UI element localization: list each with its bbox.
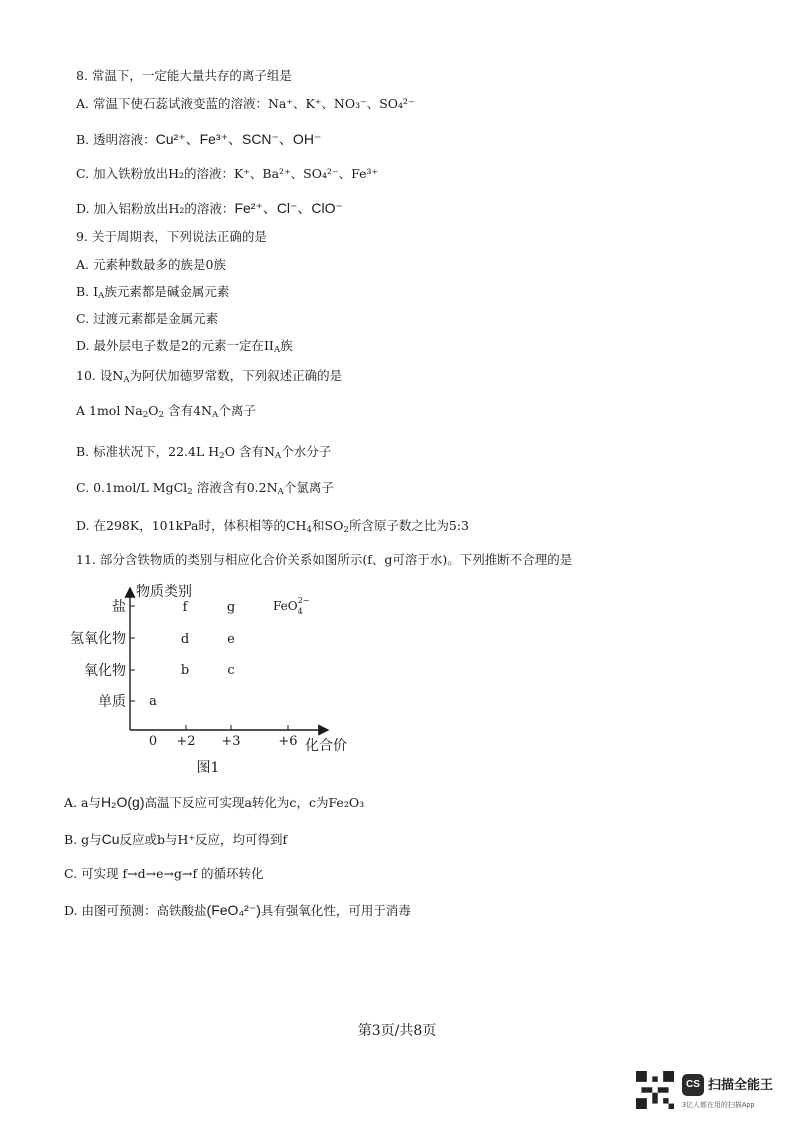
q10-option-d: D. 在298K，101kPa时，体积相等的$CH_4$和$SO_2$所含原子数之比为5:3 [76,518,470,536]
category-salt: 盐 [112,599,126,615]
x-axis-label: 化合价 [305,738,347,754]
x-tick-0: 0 [148,734,158,749]
q8-option-a: A. 常温下使石蕊试液变蓝的溶液：Na⁺、K⁺、NO₃⁻、SO₄²⁻ [76,96,415,111]
category-hydroxide: 氢氧化物 [70,631,126,647]
camscanner-name: 扫描全能王 [708,1077,774,1092]
camscanner-tagline: 3亿人都在用的扫描App [682,1102,755,1109]
camscanner-logo: CS [682,1074,704,1096]
q11-option-d: D. 由图可预测：高铁酸盐(FeO₄²⁻)具有强氧化性，可用于消毒 [64,902,411,918]
qr-code-icon [636,1071,674,1109]
point-b: b [180,663,190,678]
q10-option-b: B. 标准状况下，22.4L $H_2O$ 含有$N_A$个水分子 [76,444,332,462]
q11-option-a: A. a与H₂O(g)高温下反应可实现a转化为c，c为Fe₂O₃ [64,794,365,810]
q10-option-c: C. 0.1mol/L MgCl$_2$ 溶液含有$0.2N_A$个氯离子 [76,480,334,498]
q10-stem: 10. 设$N_A$为阿伏加德罗常数，下列叙述正确的是 [76,368,343,386]
category-element: 单质 [98,694,126,710]
q9-option-b: B. $I_A$族元素都是碱金属元素 [76,284,230,302]
q8-option-b: B. 透明溶液：Cu²⁺、Fe³⁺、SCN⁻、OH⁻ [76,131,322,147]
point-d: d [180,632,190,647]
q9-option-c: C. 过渡元素都是金属元素 [76,311,219,326]
x-tick-2: +2 [176,734,196,749]
q9-option-a: A. 元素种数最多的族是0族 [76,257,226,272]
q8-option-d: D. 加入铝粉放出H₂的溶液：Fe²⁺、Cl⁻、ClO⁻ [76,200,343,216]
q11-option-b: B. g与Cu反应或b与H⁺反应，均可得到f [64,831,288,847]
point-f: f [182,600,188,615]
point-a: a [149,694,157,709]
point-e: e [227,632,235,647]
q11-option-c: C. 可实现 f→d→e→g→f 的循环转化 [64,866,264,881]
q9-stem: 9. 关于周期表，下列说法正确的是 [76,229,267,244]
x-tick-6: +6 [278,734,298,749]
category-oxide: 氧化物 [84,663,126,679]
q8-stem: 8. 常温下，一定能大量共存的离子组是 [76,68,292,83]
q10-option-a: A 1mol $Na_2O_2$ 含有$4N_A$个离子 [76,403,256,421]
q11-stem: 11. 部分含铁物质的类别与相应化合价关系如图所示(f、g可溶于水)。下列推断不合理的是 [76,552,573,567]
point-g: g [226,600,236,615]
page-number: 第3页/共8页 [357,1023,437,1039]
x-tick-3: +3 [221,734,241,749]
iron-valence-diagram [60,580,380,785]
y-axis-label: 物质类别 [136,584,192,600]
q9-option-d: D. 最外层电子数是2的元素一定在$II_A$族 [76,338,293,356]
point-c: c [227,663,235,678]
q8-option-c: C. 加入铁粉放出H₂的溶液：K⁺、Ba²⁺、SO₄²⁻、Fe³⁺ [76,166,379,181]
ferrate-label: FeO$_4$2− [273,596,310,616]
figure-caption: 图1 [196,760,220,776]
